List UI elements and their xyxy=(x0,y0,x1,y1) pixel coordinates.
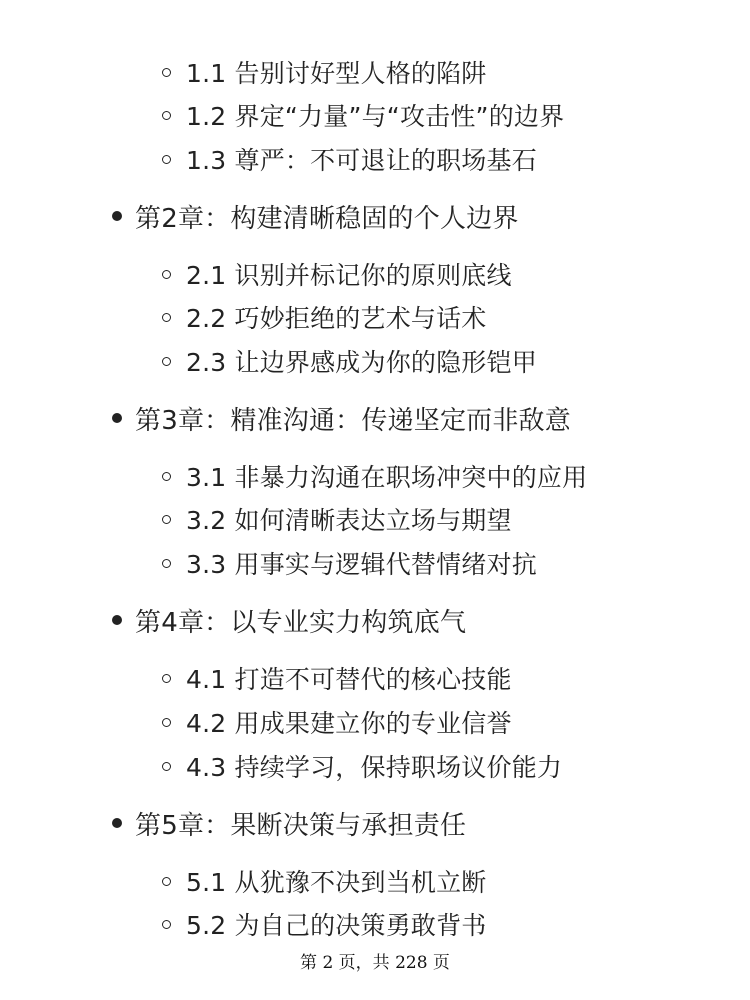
section-title: 3.1 非暴力沟通在职场冲突中的应用 xyxy=(186,463,588,492)
section-title: 5.2 为自己的决策勇敢背书 xyxy=(186,911,487,940)
disc-bullet-icon xyxy=(112,211,122,221)
toc-line xyxy=(0,904,487,944)
section-title: 2.3 让边界感成为你的隐形铠甲 xyxy=(186,348,537,377)
section-title: 4.2 用成果建立你的专业信誉 xyxy=(186,709,512,738)
section-title: 3.3 用事实与逻辑代替情绪对抗 xyxy=(186,550,537,579)
disc-bullet-icon xyxy=(112,818,122,828)
toc-line xyxy=(0,398,571,438)
section-title: 1.1 告别讨好型人格的陷阱 xyxy=(186,59,487,88)
circle-bullet-icon xyxy=(162,357,171,366)
toc-line xyxy=(0,543,537,583)
toc-line xyxy=(0,341,537,381)
chapter-title: 第4章：以专业实力构筑底气 xyxy=(135,607,467,638)
toc-line xyxy=(0,456,587,496)
toc-line xyxy=(0,499,512,539)
section-title: 3.2 如何清晰表达立场与期望 xyxy=(186,506,512,535)
toc-line xyxy=(0,196,519,236)
chapter-title: 第2章：构建清晰稳固的个人边界 xyxy=(135,203,519,234)
toc-line xyxy=(0,52,487,92)
section-title: 1.3 尊严：不可退让的职场基石 xyxy=(186,146,537,175)
circle-bullet-icon xyxy=(162,68,171,77)
circle-bullet-icon xyxy=(162,515,171,524)
toc-line xyxy=(0,600,466,640)
chapter-title: 第5章：果断决策与承担责任 xyxy=(135,810,467,841)
circle-bullet-icon xyxy=(162,313,171,322)
toc-line xyxy=(0,297,487,337)
toc-line xyxy=(0,861,487,901)
section-title: 4.1 打造不可替代的核心技能 xyxy=(186,665,512,694)
section-title: 5.1 从犹豫不决到当机立断 xyxy=(186,868,487,897)
circle-bullet-icon xyxy=(162,270,171,279)
circle-bullet-icon xyxy=(162,920,171,929)
toc-line xyxy=(0,95,564,135)
disc-bullet-icon xyxy=(112,615,122,625)
circle-bullet-icon xyxy=(162,674,171,683)
section-title: 1.2 界定“力量”与“攻击性”的边界 xyxy=(186,102,565,131)
circle-bullet-icon xyxy=(162,718,171,727)
toc-line xyxy=(0,803,466,843)
circle-bullet-icon xyxy=(162,472,171,481)
circle-bullet-icon xyxy=(162,762,171,771)
section-title: 2.1 识别并标记你的原则底线 xyxy=(186,261,512,290)
page-number: 第 2 页，共 228 页 xyxy=(300,953,450,973)
toc-line xyxy=(0,702,512,742)
toc-line xyxy=(0,254,512,294)
circle-bullet-icon xyxy=(162,155,171,164)
circle-bullet-icon xyxy=(162,111,171,120)
circle-bullet-icon xyxy=(162,559,171,568)
toc-line xyxy=(0,139,537,179)
chapter-title: 第3章：精准沟通：传递坚定而非敌意 xyxy=(135,405,571,436)
toc-line xyxy=(0,746,562,786)
disc-bullet-icon xyxy=(112,413,122,423)
section-title: 2.2 巧妙拒绝的艺术与话术 xyxy=(186,304,487,333)
circle-bullet-icon xyxy=(162,877,171,886)
toc-line xyxy=(0,658,512,698)
section-title: 4.3 持续学习，保持职场议价能力 xyxy=(186,753,563,782)
